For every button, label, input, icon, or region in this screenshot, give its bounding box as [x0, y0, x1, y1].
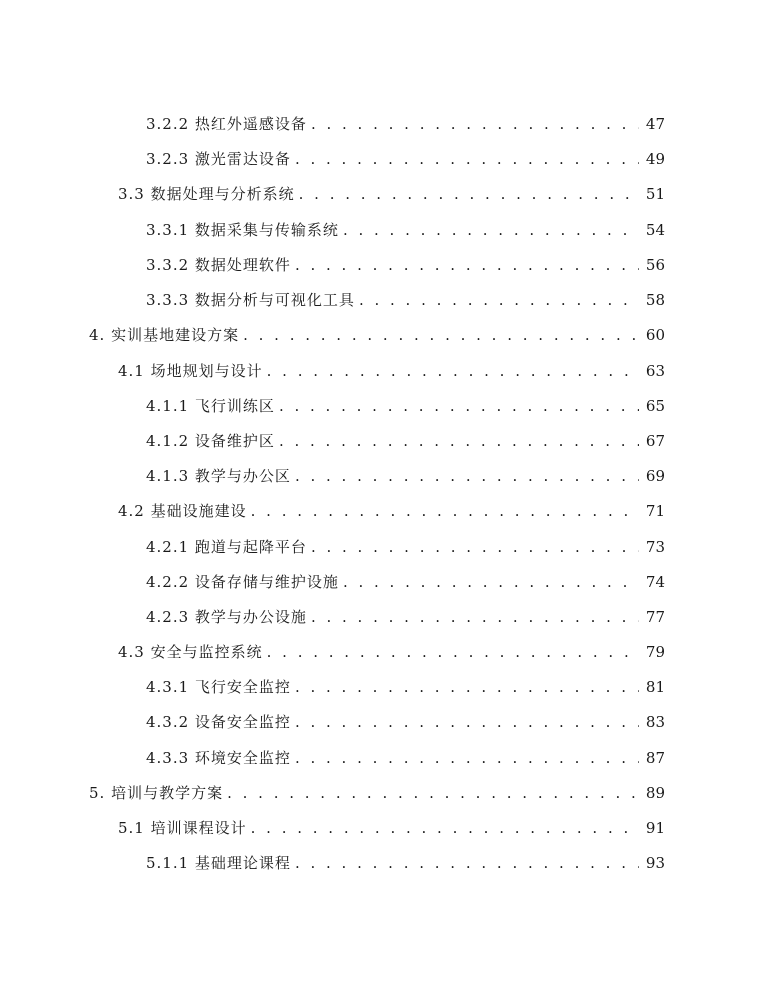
toc-leader-dots [343, 571, 639, 593]
toc-entry[interactable] [118, 817, 665, 839]
toc-entry-page: 67 [645, 432, 665, 450]
toc-entry[interactable] [146, 465, 665, 487]
toc-entry-label: 4.3.1 飞行安全监控 [146, 678, 291, 696]
toc-entry-page: 47 [645, 115, 665, 133]
toc-entry-label: 4.2.2 设备存储与维护设施 [146, 573, 339, 591]
toc-entry-page: 83 [645, 713, 665, 731]
toc-entry-label: 3.3.3 数据分析与可视化工具 [146, 291, 355, 309]
toc-leader-dots [295, 852, 639, 874]
toc-leader-dots [295, 747, 639, 769]
toc-entry-page: 89 [645, 784, 665, 802]
toc-entry-label: 3.3 数据处理与分析系统 [118, 185, 295, 203]
toc-entry-page: 87 [645, 749, 665, 767]
toc-entry-label: 4.2.3 教学与办公设施 [146, 608, 307, 626]
toc-entry-page: 91 [645, 819, 665, 837]
toc-entry[interactable] [118, 641, 665, 663]
toc-leader-dots [227, 782, 639, 804]
toc-leader-dots [295, 676, 639, 698]
toc-entry[interactable] [146, 430, 665, 452]
toc-entry-page: 60 [645, 326, 665, 344]
toc-entry[interactable] [146, 676, 665, 698]
toc-entry[interactable] [89, 782, 665, 804]
toc-leader-dots [359, 289, 639, 311]
toc-entry-label: 4.2.1 跑道与起降平台 [146, 538, 307, 556]
toc-leader-dots [311, 113, 639, 135]
toc-entry-label: 4.1 场地规划与设计 [118, 362, 263, 380]
toc-entry[interactable] [146, 148, 665, 170]
toc-leader-dots [311, 606, 639, 628]
toc-entry[interactable] [118, 360, 665, 382]
toc-entry[interactable] [89, 324, 665, 346]
toc-leader-dots [279, 430, 639, 452]
toc-leader-dots [295, 254, 639, 276]
toc-leader-dots [243, 324, 639, 346]
toc-entry-label: 4.3.3 环境安全监控 [146, 749, 291, 767]
toc-entry-label: 4.3.2 设备安全监控 [146, 713, 291, 731]
toc-entry-label: 5. 培训与教学方案 [89, 784, 224, 802]
toc-entry-label: 4.2 基础设施建设 [118, 502, 247, 520]
toc-leader-dots [279, 395, 639, 417]
toc-entry-label: 4.1.3 教学与办公区 [146, 467, 291, 485]
toc-entry-page: 93 [645, 854, 665, 872]
toc-entry-page: 54 [645, 221, 665, 239]
toc-entry-label: 4.3 安全与监控系统 [118, 643, 263, 661]
toc-entry[interactable] [146, 113, 665, 135]
toc-leader-dots [267, 641, 639, 663]
toc-entry-label: 3.2.3 激光雷达设备 [146, 150, 291, 168]
toc-entry[interactable] [146, 852, 665, 874]
toc-entry-page: 49 [645, 150, 665, 168]
toc-entry-label: 3.2.2 热红外遥感设备 [146, 115, 307, 133]
toc-leader-dots [295, 148, 639, 170]
toc-entry-page: 77 [645, 608, 665, 626]
toc-entry-label: 4. 实训基地建设方案 [89, 326, 240, 344]
toc-entry[interactable] [146, 395, 665, 417]
toc-entry-page: 71 [645, 502, 665, 520]
toc-entry[interactable] [118, 500, 665, 522]
toc-entry-page: 56 [645, 256, 665, 274]
toc-entry[interactable] [146, 536, 665, 558]
toc-entry[interactable] [146, 711, 665, 733]
toc-entry-page: 81 [645, 678, 665, 696]
toc-entry[interactable] [146, 606, 665, 628]
toc-leader-dots [311, 536, 639, 558]
toc-entry[interactable] [118, 183, 665, 205]
toc-leader-dots [267, 360, 639, 382]
toc-entry-page: 73 [645, 538, 665, 556]
toc-entry-page: 51 [645, 185, 665, 203]
toc-entry-page: 69 [645, 467, 665, 485]
toc-leader-dots [251, 817, 639, 839]
toc-entry-label: 4.1.2 设备维护区 [146, 432, 275, 450]
toc-entry[interactable] [146, 747, 665, 769]
toc-entry[interactable] [146, 219, 665, 241]
toc-leader-dots [343, 219, 639, 241]
toc-entry[interactable] [146, 289, 665, 311]
toc-entry-label: 4.1.1 飞行训练区 [146, 397, 275, 415]
toc-leader-dots [295, 711, 639, 733]
toc-entry[interactable] [146, 571, 665, 593]
toc-leader-dots [295, 465, 639, 487]
toc-entry[interactable] [146, 254, 665, 276]
toc-entry-label: 3.3.1 数据采集与传输系统 [146, 221, 339, 239]
toc-entry-label: 5.1 培训课程设计 [118, 819, 247, 837]
toc-entry-page: 65 [645, 397, 665, 415]
toc-entry-label: 3.3.2 数据处理软件 [146, 256, 291, 274]
toc-entry-page: 79 [645, 643, 665, 661]
toc-entry-page: 58 [645, 291, 665, 309]
toc-entry-label: 5.1.1 基础理论课程 [146, 854, 291, 872]
toc-entry-page: 63 [645, 362, 665, 380]
toc-leader-dots [251, 500, 639, 522]
toc-entry-page: 74 [645, 573, 665, 591]
toc-leader-dots [299, 183, 639, 205]
